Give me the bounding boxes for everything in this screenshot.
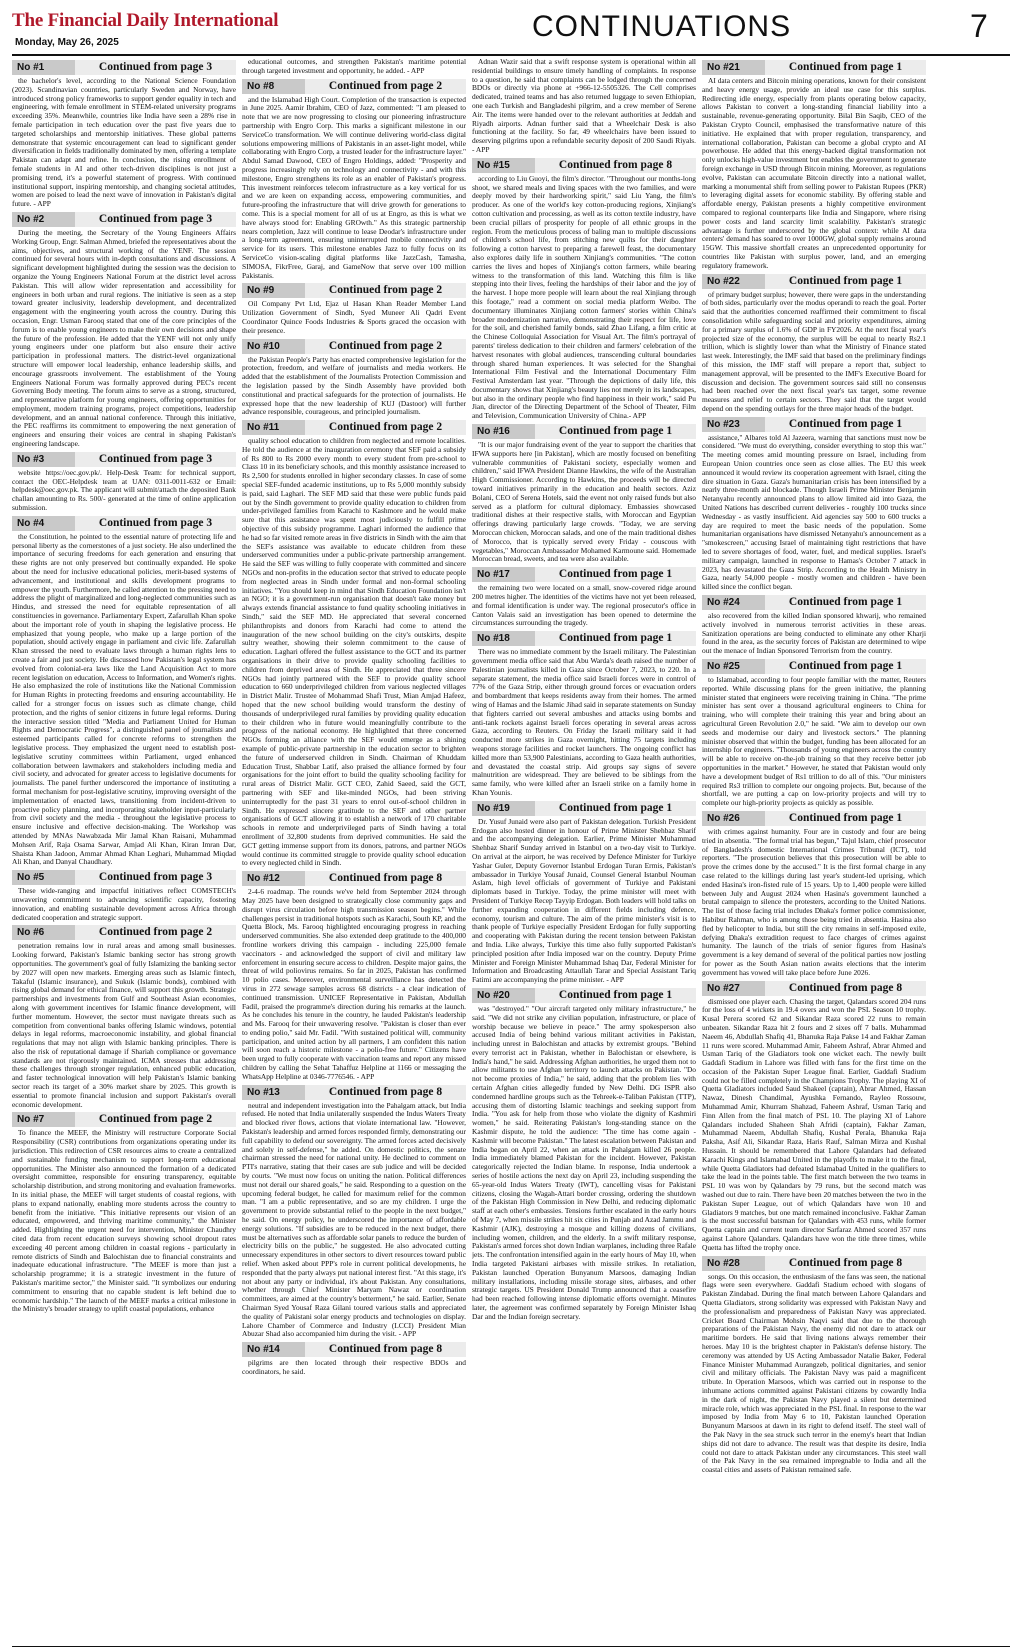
article xyxy=(472,158,696,421)
continuation-source: Continued from page 3 xyxy=(75,516,236,531)
continuation-header xyxy=(702,60,926,75)
article-body: quality school education to children from neglected and remote localities. He told the audience at the inauguration ceremony that SEF paid a subsidy of Rs 800 to Rs 2000 every month to every student from pre-school to Class 10 in its beneficiary schools, and this monthly assistance increased to Rs 2,500 for students enrolled in higher secondary classes. In case of some special SEF-funded academic institutions, up to Rs 5,000 monthly subsidy is paid, said Laghari. The SEF MD said that these were public funds paid out by the Sindh government to provide quality education to children from under-privileged families from Karachi to Kashmore and he would make sure that this assistance was spent most judiciously to fulfill prime objective of this subsidy programme. Laghari informed the audience that he had so far visited remote areas in five districts in Sindh with the aim that the SEF's assistance was available to educate children from these underserved communities under a public-private partnership arrangement. He said the SEF was willing to fully cooperate with committed and sincere NGOs and non-profits in the education sector that strived to educate people from neglected areas in Sindh under formal and non-formal schooling initiatives. "You should keep in mind that Sindh Education Foundation isn't an NGO; it is a government-run organisation that doesn't take money but always extends financial assistance to fund quality schooling initiatives in Sindh," said the SEF MD. He appreciated that several concerned philanthropists and donors from Karachi had come to attend the inauguration of the new school building on the city's outskirts, despite sultry weather, showing their solemn commitment to the cause of education. Laghari offered the fullest assistance to the GCT and its partner organisations in their drive to provide quality schooling facilities to children from deprived areas of Sindh. He appreciated that three sincere NGOs had jointly partnered with the SEF to provide quality school education to 660 underprivileged children from various neglected villages in District Malir. Trustee of Mohammad Shafi Trust, Mian Amjad Hafeez, hoped that the new school building would transform the destiny of thousands of underprivileged rural families by providing quality education to their children who in future would meaningfully contribute to the progress of the national economy. He highlighted that three concerned NGOs forming an alliance with the SEF would emerge as a shining example of public-private partnership in the education sector to brighten the future of underserved children in Sindh. Chairman of Khuddam Education Trust, Shabbar Latif, also praised the alliance formed by four organisations for the joint effort to build the quality schooling facility for rural areas of District Malir. GCT CEO, Zahid Saeed, said the GCT, partnering with SEF and like-minded NGOs, had been striving uninterruptedly for the past 31 years to enrol out-of-school children in Sindh. He expressed sincere gratitude to the SEF and other partner organisations of GCT allowing it to establish a network of 170 charitable schools in remote and underprivileged parts of Sindh having a total enrollment of 32,800 students from deprived communities. He said the GCT getting immense support from its donors, patrons, and partner NGOs would continue its committed struggle to provide quality school education to every neglected child in Sindh. xyxy=(242,436,466,868)
article xyxy=(702,811,926,978)
continuation-header xyxy=(12,60,236,75)
continuation-header xyxy=(472,988,696,1003)
continuation-source: Continued from page 1 xyxy=(535,631,696,646)
article xyxy=(242,871,466,1082)
continuation-header xyxy=(12,516,236,531)
footer-rule xyxy=(12,1646,1010,1647)
continuation-number: No #6 xyxy=(12,925,75,940)
continuation-number: No #24 xyxy=(702,595,765,610)
continuation-number: No #5 xyxy=(12,870,75,885)
continuation-source: Continued from page 3 xyxy=(75,60,236,75)
article xyxy=(702,981,926,1253)
continuation-header xyxy=(472,158,696,173)
continuation-source: Continued from page 3 xyxy=(75,212,236,227)
article-body: the Constitution, he pointed to the essential nature of protecting life and personal liberty as the cornerstones of a just society. He also underlined the importance of securing freedoms for each generation and ensuring that these rights are not only preserved but continually expanded. He spoke about the need for inclusive educational policies, merit-based systems of advancement, and institutional and skills development programs to empower the youth. Furthermore, he called attention to the pressing need to address the plight of marginalized and long-neglected communities such as Hindus, and stressed the need for equitable representation of all constituencies in governance. Parliamentary Expert, Zafarullah Khan spoke about the important role of youth in shaping the legislative process. He emphasized that young people, who make up a large portion of the population, should actively engage in parliament and civic life. Zafarullah Khan stressed the need to evaluate laws through a human rights lens to create a fair and just society. He discussed how Pakistan's legal system has evolved from colonial-era laws like the Land Acquisition Act to more recent legislation on education, Access to Information, and Women's rights. He also emphasized the role of institutions like the National Commission for Human Rights in protecting freedoms and ensuring accountability. He called for a stronger focus on issues such as climate change, child protection, and the rights of senior citizens in future legal reforms. During the interactive session titled "Media and Parliament United for Human Rights and Democratic Progress", a distinguished panel of journalists and esteemed participants called for concrete reforms to strengthen the legislative process. They emphasized the urgent need to establish post-legislative scrutiny committees within Parliament, urged enhanced collaboration between lawmakers and stakeholders including media and civil society, and advocated for greater access to legislative documents for journalists. The panel further underscored the importance of instituting a formal mechanism for post-legislative scrutiny, improving oversight of the implementation of enacted laws, transitioning from incident-driven to proactive policy planning, and incorporating stakeholder input-particularly from civil society and the media - throughout the legislative process to ensure inclusive and effective decision-making. The Workshop was attended by MNAs Nawabzada Mir Jamal Khan Raisani, Muhammad Mohsen Arif, Raja Osama Sarwar, Amjad Ali Khan, Kiran Imran Dar, Shaista Khan Jadoon, Ammar Ahmad Khan Leghari, Muhammad Miqdad Ali Khan, and Danyal Chaudhary. xyxy=(12,531,236,867)
continuation-source: Continued from page 8 xyxy=(305,1085,466,1100)
article-body: AI data centers and Bitcoin mining operations, known for their consistent and heavy energy usage, provide an ideal use case for this surplus. Redirecting idle energy, especially from plants operating below capacity, allows Pakistan to convert a long-standing financial liability into a sustainable, revenue-generating opportunity. Bilal Bin Saqib, CEO of the Pakistan Crypto Council, emphasised the transformative nature of this initiative. He explained that with proper regulation, transparency, and international collaboration, Pakistan can become a global crypto and AI powerhouse. He added that this energy-backed digital transformation not only unlocks high-value investment but enables the government to generate foreign exchange in USD through Bitcoin mining. Moreover, as regulations evolve, Pakistan can accumulate Bitcoin directly into a national wallet, marking a monumental shift from selling power to Pakistan Rupees (PKR) to leveraging digital assets for economic stability. By offering stable and affordable energy, Pakistan presents a highly competitive environment compared to regional counterparts like India and Singapore, where rising power costs and land scarcity limit scalability. Pakistan's strategic advantage is further underscored by the global context: while AI data centers' demand has soared to over 1000GW, global supply remains around 15GW. This massive shortfall creates an unprecedented opportunity for countries like Pakistan with surplus power, land, and an emerging regulatory framework. xyxy=(702,76,926,270)
continuation-header xyxy=(702,595,926,610)
article xyxy=(242,420,466,868)
continuation-number: No #14 xyxy=(242,1342,305,1357)
continuation-number: No #18 xyxy=(472,631,535,646)
continuation-source: Continued from page 1 xyxy=(535,988,696,1003)
continuation-header xyxy=(702,1256,926,1271)
continuation-source: Continued from page 2 xyxy=(305,79,466,94)
continuation-number: No #17 xyxy=(472,567,535,582)
continuation-source: Continued from page 2 xyxy=(75,1112,236,1127)
continuation-number: No #3 xyxy=(12,452,75,467)
continuation-number: No #23 xyxy=(702,417,765,432)
article-body: the Pakistan People's Party has enacted comprehensive legislation for the protection, freedom, and welfare of journalists and media workers. He added that the establishment of the Journalists Protection Commission and the legislation passed by the Sindh Assembly have provided both constitutional and practical safeguards for the protection of journalists. He expressed hope that the new leadership of KUJ (Dastoor) will further advance responsible, courageous, and principled journalism. xyxy=(242,354,466,417)
continuation-number: No #15 xyxy=(472,158,535,173)
article xyxy=(12,1112,236,1314)
continuation-source: Continued from page 1 xyxy=(765,60,926,75)
continuation-number: No #4 xyxy=(12,516,75,531)
article-body: songs. On this occasion, the enthusiasm of the fans was seen, the national flags were seen everywhere. Gaddafi Stadium echoed with slogans of Pakistan Zindabad. During the final match between Lahore Qalandars and Quetta Gladiators, strong solidarity was expressed with Pakistan Navy and the professionalism and preparedness of Pakistan Navy was appreciated. Cricket Board Chairman Mohsin Naqvi said that due to the thorough preparations of the Pakistan Navy, the enemy did not dare to attack our maritime borders. He said that living nations always remember their heroes. May 10 is the brightest chapter in Pakistan's defense history. The ceremony was attended by US Acting Ambassador Natalie Baker, Federal Finance Minister Muhammad Aurangzeb, political dignitaries, and senior civil and military officials. The Pakistan Navy was paid a magnificent tribute. In Operation Marsoos, which was carried out in response to the inhumane actions committed against Pakistani citizens by cowardly India in the dark of night, the Pakistan Navy played a silent but determined miracle role, which was appreciated in the PSL final. In response to the war imposed by India from May 6 to 10, Pakistan launched Operation Bunyanum Marsoos at dawn in its right to defend itself. The steel wall of the Pak Navy in the sea struck such terror in the enemy's heart that Indian ships did not dare to advance. The result was that despite its desire, India could not dare to attack Pakistan under any circumstances. This steel wall of the Pak Navy in the sea remained impregnable to India and all the coastal cities and assets of Pakistan remained safe. xyxy=(702,1271,926,1475)
issue-date: Monday, May 26, 2025 xyxy=(15,37,119,48)
article-body: with crimes against humanity. Four are in custody and four are being tried in absentia. "The formal trial has begun," Tajul Islam, chief prosecutor of Bangladesh's domestic International Crimes Tribunal (ICT), told reporters. "The prosecution believes that this prosecution will be able to prove the crimes done by the accused." It is the first formal charge in any case related to the killings during last year's student-led uprising, which ended Hasina's iron-fisted rule of 15 years. Up to 1,400 people were killed between July and August 2024 when Hasina's government launched a brutal campaign to silence the protesters, according to the United Nations. The list of those facing trial includes Dhaka's former police commissioner, Habibur Rahman, who is among those being tried in absentia. Hasina also fled by helicopter to India, but still the city remains in self-imposed exile, defying Dhaka's extradition request to face charges of crimes against humanity. The launch of the trials of senior figures from Hasina's government is a key demand of several of the political parties now jostling for power as the South Asian nation awaits elections that the interim government has vowed will take place before June 2026. xyxy=(702,826,926,977)
continuation-number: No #27 xyxy=(702,981,765,996)
article xyxy=(242,283,466,335)
article-body: also recovered from the killed Indian sponsored khwarij, who remained actively involved in numerous terrorist activities in these areas. Sanitization operations are being conducted to eliminate any other Kharji found in the area, as the security forces of Pakistan are determined to wipe out the menace of Indian Sponsored Terrorism from the country. xyxy=(702,611,926,656)
continuation-number: No #25 xyxy=(702,659,765,674)
article xyxy=(12,870,236,922)
article xyxy=(12,212,236,449)
article xyxy=(702,659,926,808)
article-body: pilgrims are then located through their respective BDOs and coordinators, he said. xyxy=(242,1358,466,1376)
continuation-header xyxy=(242,420,466,435)
article-body: educational outcomes, and strengthen Pakistan's maritime potential through targeted investment and opportunity, he added. - APP xyxy=(242,58,466,75)
article-body: assistance," Albares told Al Jazeera, warning that sanctions must now be considered. "We must do everything, consider everything to stop this war." The meeting comes amid mounting pressure on Israel, including from European Union countries once seen as close allies. The EU this week announced it would review its cooperation agreement with Israel, citing the dire situation in Gaza. Gaza's humanitarian crisis has been intensified by a nearly three-month aid blockade. Though Israeli Prime Minister Benjamin Netanyahu recently announced plans to allow limited aid into Gaza, the United Nations has described current deliveries - roughly 100 trucks since Wednesday - as vastly insufficient. Aid agencies say 500 to 600 trucks a day are required to meet the basic needs of the population. Some humanitarian organisations have dismissed Netanyahu's announcement as a "smokescreen," accusing Israel of maintaining tight restrictions that have led to severe shortages of food, water, fuel, and medical supplies. Israel's military campaign, launched in response to Hamas's October 7 attack in 2023, has devastated the Gaza Strip. According to the Health Ministry in Gaza, nearly 54,000 people - mostly women and children - have been killed since the conflict began. xyxy=(702,432,926,592)
paper-logo: The Financial Daily International xyxy=(12,10,279,31)
continuation-number: No #26 xyxy=(702,811,765,826)
article xyxy=(12,925,236,1109)
continuation-source: Continued from page 2 xyxy=(305,339,466,354)
article-body: dismissed one player each. Chasing the target, Qalandars scored 204 runs for the loss of 4 wickets in 19.4 overs and won the PSL Season 10 trophy. Kusal Perera scored 62 and Sikandar Raza scored 22 runs to remain unbeaten. Sikandar Raza hit 2 fours and 2 sixes off 7 balls. Muhammad Naeem 46, Abdullah Shafiq 41, Bhanuka Raja Pakse 14 and Fakhar Zaman 11 runs were scored. Muhammad Amir, Faheem Ashraf, Abrar Ahmed and Usman Tariq of the Gladiators took one wicket each. The newly built Gaddafi Stadium in Lahore was filled with fans for the first time on the occasion of the Pakistan Super League final. Earlier, Gaddafi Stadium could not be filled completely in the Champions Trophy. The playing XI of Quetta Gladiators included Saud Shakeel (captain), Abrar Ahmed, Hassan Nawaz, Dinesh Chandimal, Ayushka Fernando, Rayleo Rossouw, Muhammad Amir, Khurram Shahzad, Faheem Ashraf, Usman Tariq and Finn Allen from the final match of PSL 10. The playing XI of Lahore Qalandars included Shaheen Shah Afridi (captain), Fakhar Zaman, Muhammad Naeem, Abdullah Shafiq, Kushal Perala, Bhanuka Raja Paksha, Asif Ali, Sikandar Raza, Haris Rauf, Salman Mirza and Kushal Hussain. It should be remembered that Lahore Qalandars had defeated Karachi Kings and Islamabad United in the playoffs to make it to the final, while Quetta Gladiators had defeated Islamabad United in the qualifiers to take the lead in the points table. The first match between the two teams in PSL 10 was won by Qalandars by 79 runs, but the second match was washed out due to rain. There have been 20 matches between the two in the Pakistan Super League, out of which Qalandars have won 10 and Gladiators 9 matches, but one match remained inconclusive. Fakhar Zaman is the most successful batsman for Qalandars with 453 runs, while former Quetta captain and current team director Sarfaraz Ahmed scored 357 runs against Lahore Qalandars. Qalandars have won the title three times, while Quetta has lifted the trophy once. xyxy=(702,996,926,1252)
continuation-number: No #16 xyxy=(472,424,535,439)
continuation-number: No #1 xyxy=(12,60,75,75)
continuation-number: No #19 xyxy=(472,801,535,816)
article xyxy=(12,516,236,867)
continuation-source: Continued from page 1 xyxy=(765,811,926,826)
continuation-number: No #2 xyxy=(12,212,75,227)
continuation-number: No #8 xyxy=(242,79,305,94)
continuation-header xyxy=(242,283,466,298)
continuation-source: Continued from page 2 xyxy=(75,925,236,940)
article xyxy=(472,801,696,985)
continuation-source: Continued from page 1 xyxy=(765,659,926,674)
continuation-header xyxy=(12,212,236,227)
continuation-number: No #21 xyxy=(702,60,765,75)
continuation-header xyxy=(472,801,696,816)
continuation-header xyxy=(702,417,926,432)
article-body: penetration remains low in rural areas and among small businesses. Looking forward, Pakistan's Islamic banking sector has strong growth opportunities. The government's goal of fully Islamizing the banking sector by 2027 will open new markets. Emerging areas such as Islamic fintech, Takaful (Islamic insurance), and Sukuk (Islamic bonds), combined with rising global demand for ethical finance, will support this growth. Strategic partnerships and investments from Gulf and Southeast Asian economies, along with government incentives for Islamic finance development, will further momentum. However, the sector must navigate threats such as competition from conventional banks offering Islamic windows, potential delays in legal reforms, macroeconomic instability, and global financial regulations that may not align with Islamic banking principles. There is also the risk of reputational damage if Shariah compliance or governance standards are not rigorously maintained. ICMA stresses that addressing these challenges through stronger regulation, enhanced public education, and faster technological innovation will help Pakistan's Islamic banking sector reach its target of a 30% market share by 2025. This growth is essential to promote financial inclusion and support Pakistan's overall economic development. xyxy=(12,941,236,1109)
article xyxy=(242,58,466,76)
article xyxy=(12,452,236,513)
article-body: the remaining two were located on a small, snow-covered ridge around 200 metres higher. The identities of the victims have not yet been released, and formal identification is under way. The regional prosecutor's office in Canton Valais said an investigation has been opened to determine the circumstances surrounding the tragedy. xyxy=(472,583,696,628)
article xyxy=(242,79,466,281)
article-body: according to Liu Guoyi, the film's director. "Throughout our months-long shoot, we shared meals and living spaces with the two families, and were deeply moved by their hardworking spirit," said Liu Yang, the film's producer. As one of the world's key cotton-producing regions, Xinjiang's cotton cultivation and processing, as well as its cotton textile industry, have been crucial pillars of prosperity for people of all ethnic groups in the region. From the meticulous process of baling man to multiple discussions of children's school life, from stitching new quilts for their daughter following a cotton harvest to preparing a farewell feast, the documentary also explores daily life in southern Xinjiang's communities. "The cotton carries the lives and hopes of Xinjiang's cotton farmers, while bearing witness to the transformation of this land. Watching this film is like stepping into their lives, feeling the hardships of their labor and the joy of the harvest. I hope more people will learn about the real Xinjiang through this footage," read a comment on social media platform Weibo. The documentary illuminates Xinjiang cotton farmers' stories within China's broader modernization narrative, demonstrating their respect for life, love for the soil, and cherished family bonds, said Zhao Lifang, a film critic at the Chinese Colloquial Association for Visual Art. The film's portrayal of parents' tireless dedication to their children and farmers' celebration of the harvest resonates with global audiences, transcending cultural boundaries through shared human experiences. It was selected for the Shanghai International Film Festival and the International Documentary Film Festival Amsterdam last year. "Through the depictions of daily life, this documentary shows that Xinjiang's beauty lies not merely in its landscapes, but also in the ordinary people who find happiness in their work," said Pu Jian, director of the Directing Department of the School of Theater, Film and Television, Communication University of China.- APP xyxy=(472,173,696,421)
continuation-source: Continued from page 3 xyxy=(75,452,236,467)
article-body: to Islamabad, according to four people familiar with the matter, Reuters reported. While discussing plans for the green initiative, the planning minister stated that engineers were receiving training in China. "The prime minister has sent over a thousand agricultural engineers to China for training, who will complete their training this year and bring about an agricultural Green Revolution 2.0," he said. "We aim to develop our own seeds and modernise our dairy and livestock sectors." The planning minister observed that within the budget, funding has been allocated for an internship for engineers. "Thousands of young engineers across the country will be able to receive on-the-job training so that they receive better job opportunities in the market." However, he stated that Pakistan would only have a development budget of Rs1 trillion to do all of this. "Our ministers required Rs3 trillion to complete our ongoing projects. But, because of the shortfall, we are putting a cap on low-priority projects and will try to complete our high-priority projects as quickly as possible. xyxy=(702,675,926,808)
continuation-header xyxy=(472,567,696,582)
continuation-number: No #9 xyxy=(242,283,305,298)
article-body: Dr. Yusuf Junaid were also part of Pakistan delegation. Turkish President Erdogan also hosted dinner in honour of Prime Minister Shehbaz Sharif and the accompanying delegation. Earlier, Prime Minister Muhammad Shehbaz Sharif Sunday arrived in Istanbul on a two-day visit to Turkiye. On arrival at the airport, he was received by Defence Minister for Turkiye Yashar Guler, Deputy Governor Istanbul Erdogan Turan Ermis, Pakistan's ambassador in Turkiye Yousaf Junaid, Counsel General Istanbul Nouman Aslam, high level officials of government of Turkiye and Pakistani diplomats based in Turkiye. Today, the prime minister will meet with President of Turkiye Recep Tayyip Erdogan. Both leaders will hold talks on further expanding cooperation in different fields including defence, economy, tourism and culture. The aim of the prime minister's visit is to thank people of Turkiye especially President Erdogan for fully supporting and cooperating with Pakistan during the recent tension between Pakistan and India. Like always, Turkiye this time also fully supported Pakistan's principled position after India imposed war on the country. Deputy Prime Minister and Foreign Minister Muhammad Ishaq Dar, Federal Minister for Information and Broadcasting Attaullah Tarar and Special Assistant Tariq Fatimi are accompanying the prime minister. - APP xyxy=(472,816,696,985)
article-body: Adnan Wazir said that a swift response system is operational within all residential buildings to ensure timely handling of complaints. In response to a question, he said that complaints can be lodged through the concerned BDOs or directly via phone at +966-12-5505326. The Cell comprises dedicated, trained teams and has also returned luggage to seven Ethiopian, one each Turkish and Bangladeshi pilgrim, and a crew member of Serene Air. The items were handed over to the relevant authorities at Jeddah and Riyadh airports. Adnan further said that a Wheelchair Desk is also functioning at the facility. So far, 49 wheelchairs have been issued to deserving pilgrims upon a refundable security deposit of 200 Saudi Riyals. - APP xyxy=(472,58,696,154)
article-body: "It is our major fundraising event of the year to support the charities that IFWA supports here [in Pakistan], which are mostly focused on benefiting vulnerable communities of Pakistani society, especially women and children," said IFWA President Dianne Hawkins, the wife of the Australian High Commissioner. According to Hawkins, the proceeds will be directed toward initiatives primarily in the education and health sectors. Aziz Bolani, CEO of Serena Hotels, said the event not only raised funds but also served as a platform for cultural diplomacy. Embassies showcased traditional dishes at their respective stalls, with Moroccan and Egyptian offerings drawing particularly large crowds. "Today, we are serving Moroccan chicken, Moroccan salads, and one of the main traditional dishes of Morocco, that is typically served every Friday - couscous with vegetables," Moroccan Ambassador Mohamed Karmoune said. Homemade Moroccan bread, sweets, and tea were also available. xyxy=(472,440,696,564)
continuation-source: Continued from page 2 xyxy=(305,283,466,298)
continuation-source: Continued from page 1 xyxy=(765,417,926,432)
continuation-header xyxy=(242,79,466,94)
continuation-number: No #13 xyxy=(242,1085,305,1100)
article-body: 2-4-6 roadmap. The rounds we've held from September 2024 through May 2025 have been designed to strategically close community gaps and disrupt virus circulation before high transmission season begins." While challenges persist in traditional hotspots such as Karachi, South KP, and the Quetta Block, Ms. Farooq highlighted encouraging progress in reaching underserved communities. She also extended deep gratitude to the 400,000 frontline workers driving this campaign - including 225,000 female vaccinators - and acknowledged the support of civil and military law enforcement in ensuring secure access to children. Despite major gains, the threat of wild poliovirus remains. So far in 2025, Pakistan has confirmed 10 polio cases. Moreover, environmental surveillance has detected the virus in 272 sewage samples across 68 districts - a clear indication of continued transmission. UNICEF Representative in Pakistan, Abdullah Fadil, praised the programme's direction during his remarks at the launch. As he concludes his tenure in the country, he lauded Pakistan's leadership and Ms. Farooq for their unwavering resolve. "Pakistan is closer than ever to ending polio," said Mr. Fadil. "With sustained political will, community participation, and united action by all partners, I am confident this nation will soon reach a historic milestone - a polio-free future." Citizens have been urged to fully cooperate with vaccination teams and report any missed children by calling the Sehat Tahaffuz Helpline at 1166 or messaging the WhatsApp Helpline at 0346-7776546. - APP xyxy=(242,887,466,1081)
article xyxy=(242,339,466,418)
continuation-number: No #28 xyxy=(702,1256,765,1271)
article-body: the bachelor's level, according to the National Science Foundation (2023). Scandinavian countries, particularly Sweden and Norway, have introduced strong policy frameworks to support gender equality in tech and engineering, with female enrollment in STEM-related university programs exceeding 35%. Meanwhile, countries like India have seen a 28% rise in female participation in tech education over the past five years due to targeted scholarships and mentorship initiatives. These global patterns demonstrate that systemic encouragement can lead to significant gender diversification in fields traditionally dominated by men, offering a template Pakistan can adapt and refine. In conclusion, the rising enrollment of female students in AI and other tech-driven disciplines is not just a promising trend, it's a powerful statement of progress. With continued institutional support, inspiring mentorship, and changing societal attitudes, women are poised to lead the next wave of innovation in Pakistan's digital future. - APP xyxy=(12,76,236,209)
article xyxy=(702,417,926,592)
continuation-header xyxy=(12,870,236,885)
continuation-source: Continued from page 1 xyxy=(535,801,696,816)
continuation-header xyxy=(12,1112,236,1127)
article xyxy=(702,1256,926,1475)
continuation-header xyxy=(702,811,926,826)
continuation-number: No #7 xyxy=(12,1112,75,1127)
header-rule xyxy=(12,54,1010,56)
page-number: 7 xyxy=(970,8,988,44)
continuation-source: Continued from page 1 xyxy=(765,274,926,289)
article xyxy=(472,567,696,628)
article xyxy=(702,595,926,656)
continuation-number: No #20 xyxy=(472,988,535,1003)
article xyxy=(242,1085,466,1340)
continuation-header xyxy=(242,1342,466,1357)
article-body: To finance the MEEF, the Ministry will restructure Corporate Social Responsibility (CSR) contributions from organizations operating under its jurisdiction. This redirection of CSR resources aims to create a centralized and sustainable funding mechanism to support long-term educational opportunities. The Minister also announced the formation of a dedicated oversight committee, responsible for ensuring transparency, equitable scholarship distribution, and strong monitoring and evaluation frameworks. In its initial phase, the MEEF will target students of coastal regions, with plans to expand nationally, enabling more students across the country to benefit from the initiative. "This initiative represents our vision of an educated, empowered, and thriving maritime community," the Minister added. Highlighting the urgent need for intervention, Minister Chaudhry cited data from recent education surveys showing school dropout rates exceeding 40 percent among children in coastal regions - particularly in remote districts of Sindh and Balochistan due to financial constraints and inadequate educational infrastructure. "The MEEF is more than just a scholarship programme; it is a strategic investment in the future of Pakistan's maritime sector," the Minister said. "It symbolizes our enduring commitment to ensuring that no capable student is left behind due to economic hardship." The launch of the MEEF marks a critical milestone in the Ministry's broader strategy to uplift coastal populations, enhance xyxy=(12,1128,236,1314)
continuation-number: No #22 xyxy=(702,274,765,289)
continuation-header xyxy=(242,339,466,354)
continuation-source: Continued from page 2 xyxy=(305,420,466,435)
column-1 xyxy=(12,58,236,1641)
continuation-header xyxy=(242,1085,466,1100)
continuation-header xyxy=(702,274,926,289)
masthead xyxy=(12,6,1010,54)
column-3 xyxy=(472,58,696,1641)
article xyxy=(702,60,926,271)
article-body: website https://oec.gov.pk/. Help-Desk Team: for technical support, contact the OEC-Helpdesk team at UAN: 0311-0011-632 or Email: helpdesk@oec.gov.pk. The applicant will submit/attach the deposited Bank challan amounting to Rs. 500/- generated at the time of online application submission. xyxy=(12,467,236,513)
continuation-source: Continued from page 1 xyxy=(535,567,696,582)
article-body: and the Islamabad High Court. Completion of the transaction is expected in June 2025. Aamir Ibrahim, CEO of Jazz, commented: "I am pleased to note that we are now progressing to closing our pioneering infrastructure partnership with Engro Corp. This marks a significant milestone in our ServiceCo transformation. We will continue delivering world-class digital solutions empowering millions of Pakistanis in an asset-light model, while collaborating with Engro Corp, a trusted leader for the infrastructure layer." Abdul Samad Dawood, CEO of Engro Holdings, added: "Prosperity and progress increasingly rely on technology and connectivity - and with this milestone, Engro strengthens its role as an enabler of Pakistan's progress. This investment reinforces telecom infrastructure as a key vertical for us and we are keen on expanding access, empowering communities, and future-proofing the infrastructure that will drive growth for generations to come. This is a special moment for all of us at Engro, as this is what we have always stood for: Enabling GROwth." As this strategic partnership nears completion, Jazz will continue to lease Deodar's infrastructure under a long-term agreement, ensuring uninterrupted mobile connectivity and service for its users. This milestone enables Jazz to fully focus on its ServiceCo vision-scaling digital platforms like JazzCash, Tamasha, SIMOSA, FikrFree, Garaj, and GameNow that serve over 100 million Pakistanis. xyxy=(242,94,466,280)
article xyxy=(472,631,696,798)
continuation-source: Continued from page 1 xyxy=(535,424,696,439)
continuation-number: No #11 xyxy=(242,420,305,435)
section-title: CONTINUATIONS xyxy=(532,10,792,43)
article-body: neutral and independent investigation into the Pahalgam attack, but India refused. He noted that India unilaterally suspended the Indus Waters Treaty and blocked river flows, actions that violate international law. "However, Pakistan's leadership and armed forces responded firmly, demonstrating our full capability to defend our sovereignty. The armed forces acted decisively and solely in self-defense," he added. On domestic politics, the senate chairman stressed the need for national unity. He declined to comment on PTI's narrative, stating that their cases are sub judice and will be decided by courts. "We must now focus on uniting the nation. Political differences must not derail our shared goals," he said. Responding to a question on the upcoming federal budget, he called for maximum relief for the common man. "I am a public representative, and so are my children. I urge the government to provide substantial relief to the people in the next budget," he said. On energy policy, he underscored the importance of affordable energy solutions. "If subsidies are to be reduced in the next budget, there must be alternatives such as affordable solar panels to reduce the burden of electricity bills on the public," he suggested. He also advocated cutting unnecessary expenditures in other sectors to divert resources toward public relief. When asked about PPP's role in current political developments, he responded that the party always put national interest first. "At this stage, it's not about any party or individual, it's about Pakistan. Any consultations, whether through Chief Minister Maryam Nawaz or coordination committees, are aimed at the country's betterment," he said. Earlier, Senate Chairman Syed Yousaf Raza Gilani toured various stalls and appreciated the quality of Pakistani solar energy products and technologies on display. Lahore Chamber of Commerce and Industry (LCCI) President Mian Abuzar Shad also accompanied him during the visit. - APP xyxy=(242,1100,466,1339)
continuation-header xyxy=(12,452,236,467)
article xyxy=(702,274,926,414)
continuation-header xyxy=(242,871,466,886)
article xyxy=(242,1342,466,1377)
column-2 xyxy=(242,58,466,1641)
article-body: There was no immediate comment by the Israeli military. The Palestinian government media office said that Abu Warda's death raised the number of Palestinian journalists killed in Gaza since October 7, 2023, to 220. In a separate statement, the media office said Israeli forces were in control of 77% of the Gaza Strip, either through ground forces or evacuation orders and bombardment that keeps residents away from their homes. The armed wing of Hamas and the Islamic Jihad said in separate statements on Sunday that fighters carried out several ambushes and attacks using bombs and anti-tank rockets against Israeli forces operating in several areas across Gaza, according to Reuters. On Friday the Israeli military said it had conducted more strikes in Gaza overnight, hitting 75 targets including weapons storage facilities and rocket launchers. The ongoing conflict has killed more than 53,900 Palestinians, according to Gaza health authorities, and devastated the coastal strip. Aid groups say signs of severe malnutrition are widespread. They are believed to be siblings from the same family, who were killed after an Israeli strike on a family home in Khan Younis. xyxy=(472,647,696,797)
continuation-source: Continued from page 8 xyxy=(765,1256,926,1271)
continuation-source: Continued from page 8 xyxy=(535,158,696,173)
continuation-header xyxy=(472,631,696,646)
article xyxy=(472,988,696,1322)
article-body: of primary budget surplus; however, there were gaps in the understanding of both sides, particularly over the modus operandi to reach the goal. Porter said that the authorities concerned reaffirmed their commitment to fiscal consolidation while safeguarding social and priority expenditures, aiming for a primary surplus of 1.6% of GDP in FY2026. At the next fiscal year's projected size of the economy, the surplus will be equal to nearly Rs2.1 trillion, which is slightly lower than what the Ministry of Finance stated last week. Interestingly, the IMF said that based on the preliminary findings of this mission, the IMF staff will prepare a report that, subject to management approval, will be presented to the IMF's Executive Board for discussion and decision. The government sources said still no consensus had been reached over the next fiscal year's tax target, some revenue measures and relief to certain sectors. They said that the target would depend on the spending outlays for the three major heads of the budget. xyxy=(702,289,926,413)
continuation-source: Continued from page 8 xyxy=(305,1342,466,1357)
column-4 xyxy=(702,58,926,1641)
continuation-header xyxy=(702,981,926,996)
article-body: was "destroyed." "Our aircraft targeted only military infrastructure," he said. "We did not strike any civilian population, infrastructure, or place of worship because we believe in peace." The army spokesperson also accused India of being behind various militant activities in Pakistan, including unrest in Balochistan and attacks by extremist groups. "Behind every terrorist act in Pakistan, whether in Balochistan or elsewhere, is India's hand," he said. Addressing Afghan authorities, he urged them not to allow militants to use Afghan territory to launch attacks on Pakistan. "Do not become proxies of India," he said, adding that the problem lies with certain Afghan cities allegedly funded by New Delhi. DG ISPR also condemned hardline groups such as the Tehreek-e-Taliban Pakistan (TTP), accusing them of distorting Islamic teachings and seeking support from India. "You ask for help from those who violate the dignity of Kashmiri women," he said. Reiterating Pakistan's long-standing stance on the Kashmir dispute, he told the audience: "The time has come again - Kashmir will become Pakistan." The latest escalation between Pakistan and India began on April 22, when an attack in Pahalgam killed 26 people. India immediately blamed Pakistan for the incident. However, Pakistan categorically rejected the Indian blame. In response, India undertook a series of hostile actions the next day on April 23, including suspending the 65-year-old Indus Waters Treaty (IWT), cancelling visas for Pakistani citizens, closing the Wagah-Attari border crossing, ordering the shutdown of the Pakistan High Commission in New Delhi, and reducing diplomatic staff at each other's embassies. Tensions further escalated in the early hours of May 7, when missile strikes hit six cities in Punjab and Azad Jammu and Kashmir (AJK), destroying a mosque and killing dozens of civilians, including women, children, and the elderly. In a swift military response, Pakistan's armed forces shot down Indian warplanes, including three Rafale jets. The confrontation intensified again in the early hours of May 10, when India targeted Pakistani airbases with missile strikes. In retaliation, Pakistan launched Operation Bunyanum Marsoos, damaging Indian military installations, including missile storage sites, airbases, and other strategic targets. US President Donald Trump announced that a ceasefire had been reached following intense diplomatic efforts overnight. Minutes later, the agreement was confirmed separately by Foreign Minister Ishaq Dar and the Indian foreign secretary. xyxy=(472,1003,696,1321)
continuation-header xyxy=(12,925,236,940)
continuation-source: Continued from page 8 xyxy=(765,981,926,996)
continuation-header xyxy=(702,659,926,674)
article-body: Oil Company Pvt Ltd, Ejaz ul Hasan Khan Reader Member Land Utilization Government of Sindh, Syed Muneer Ali Qadri Event Coordinator Quince Foods Industries & Sports graced the occasion with their presence. xyxy=(242,299,466,335)
continuation-header xyxy=(472,424,696,439)
continuation-number: No #10 xyxy=(242,339,305,354)
continuation-source: Continued from page 8 xyxy=(305,871,466,886)
article-body: During the meeting, the Secretary of the Young Engineers Affairs Working Group, Engr. Salman Ahmed, briefed the representatives about the aims, objectives, and structural working of the YENF. The session continued for several hours with in-depth consultations and discussions. A significant development highlighted during the session was the decision to organize the Young Engineers National Forum at the district level across Pakistan. This will allow wider representation and accessibility for engineers in both urban and rural regions. The initiative is seen as a step toward greater inclusivity, leadership development, and decentralized engagement with the engineering youth across the country. During this occasion, Engr. Usman Farooq stated that one of the core principles of the forum is to enable young engineers to make their own decisions and shape the future of the profession. He added that the YENF will not only unify young engineers under one platform but also ensure their active participation in professional matters. The district-level organizational structure will empower local leadership, enhance leadership skills, and encourage grassroots involvement. The establishment of the Young Engineers National Forum was formally approved during PEC's recent Governing Body meeting. The forum aims to serve as a strong, structured, and representative platform for young engineers, offering opportunities for employment, modern training programs, project competitions, leadership development, and an annual national conference. Through this initiative, the PEC reaffirms its commitment to empowering the next generation of engineers and ensuring their voices are central in shaping Pakistan's engineering landscape. xyxy=(12,227,236,449)
article-body: These wide-ranging and impactful initiatives reflect COMSTECH's unwavering commitment to advancing scientific capacity, fostering innovation, and enabling sustainable development across Africa through dedicated cooperation and strategic support. xyxy=(12,886,236,922)
continuation-number: No #12 xyxy=(242,871,305,886)
continuation-source: Continued from page 1 xyxy=(765,595,926,610)
article xyxy=(472,58,696,155)
article xyxy=(472,424,696,564)
article xyxy=(12,60,236,209)
continuation-source: Continued from page 3 xyxy=(75,870,236,885)
